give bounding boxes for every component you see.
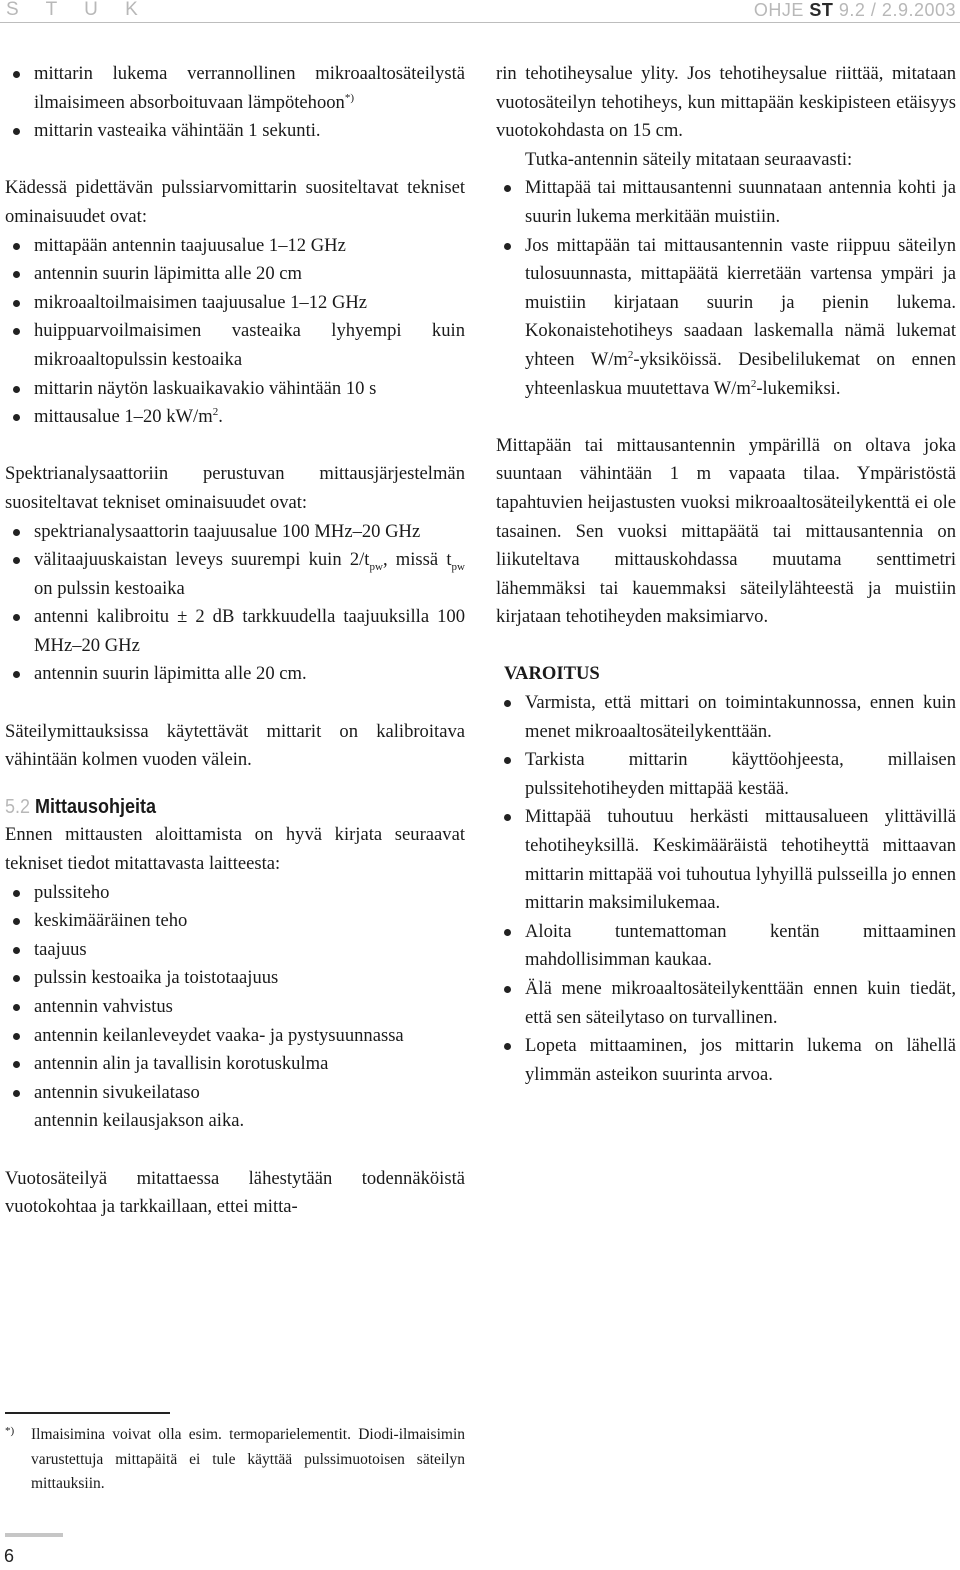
bullet-icon <box>13 890 20 897</box>
bullet-icon <box>504 986 511 993</box>
list-item <box>496 689 956 746</box>
warning-heading: VAROITUS <box>504 663 600 685</box>
list-item-text: antennin suurin läpimitta alle 20 cm <box>34 263 302 285</box>
list-item-text-end: . <box>218 406 223 428</box>
list-item <box>5 260 465 289</box>
list-item-text: keskimääräinen teho <box>34 910 188 932</box>
subscript: pw <box>369 561 383 574</box>
list-item <box>496 746 956 803</box>
superscript: 2 <box>750 377 757 390</box>
section-title: Mittausohjeita <box>35 795 157 818</box>
list-item-text: pulssiteho <box>34 881 110 903</box>
footnote-rule <box>5 1412 170 1414</box>
page-number-rule <box>5 1533 63 1537</box>
list-item-text: mittarin näytön laskuaikavakio vähintään 10 s <box>34 377 377 399</box>
header-publisher: S T U K <box>6 0 149 20</box>
list-item-text: Älä mene mikroaaltosäteilykenttään ennen kuin tiedät, että sen säteilytaso on turvallinen. <box>525 978 956 1028</box>
list-item <box>5 1079 465 1108</box>
header-guide-series: ST <box>809 0 834 20</box>
bullet-icon <box>504 929 511 936</box>
list-item <box>496 174 956 231</box>
list-item <box>5 603 465 660</box>
spectrum-analyzer-list <box>5 518 465 690</box>
list-item <box>5 403 465 432</box>
list-item-text: Varmista, että mittari on toimintakunnossa, ennen kuin menet mikroaaltosäteilykenttään. <box>525 692 956 742</box>
bullet-icon <box>13 300 20 307</box>
list-item <box>5 289 465 318</box>
list-item-text: mittarin vasteaika vähintään 1 sekunti. <box>34 120 321 142</box>
bullet-icon <box>13 1004 20 1011</box>
paragraph: Spektrianalysaattoriin perustuvan mittausjärjestelmän suositeltavat tekniset ominaisuudet ovat: <box>5 463 465 513</box>
list-item-text: mittausalue 1–20 kW/m <box>34 406 213 428</box>
list-item <box>5 964 465 993</box>
footnote-mark: *) <box>5 1425 15 1437</box>
bullet-icon <box>13 243 20 250</box>
bullet-icon <box>504 185 511 192</box>
list-item <box>5 879 465 908</box>
bullet-icon <box>13 557 20 564</box>
list-item-text: spektrianalysaattorin taajuusalue 100 MHz–20 GHz <box>34 520 421 542</box>
list-item <box>496 232 956 404</box>
list-item-text: antennin vahvistus <box>34 996 173 1017</box>
bullet-icon <box>13 529 20 536</box>
list-item-text: antennin suurin läpimitta alle 20 cm. <box>34 663 307 685</box>
list-item-text: pulssin kestoaika ja toistotaajuus <box>34 967 279 989</box>
bullet-icon <box>13 614 20 621</box>
footnote-ref: *) <box>344 91 355 104</box>
paragraph: Mittapään tai mittausantennin ympärillä on oltava joka suuntaan vähintään 1 m vapaata tilaa. Ympäristöstä tapahtuvien heijastusten vuoksi mikroaaltosäteilykenttä ei ole tasainen. Sen vuoksi mittapäätä tai mittausantennia on liikuteltava mittauskohdassa muutama senttimetri lähemmäksi tai kauemmaksi säteilylähteestä ja muistiin kirjataan tehotiheyden maksimiarvo. <box>496 434 956 628</box>
header-guide-suffix: 9.2 / 2.9.2003 <box>833 0 956 20</box>
list-item <box>5 375 465 404</box>
footnote <box>5 1423 465 1497</box>
paragraph: Kädessä pidettävän pulssiarvomittarin suositeltavat tekniset ominaisuudet ovat: <box>5 177 465 227</box>
list-item-text: Mittapää tuhoutuu herkästi mittausalueen ylittävillä tehotiheyksillä. Keskimääräistä tehotiheyttä mittaavan mittarin mittapää voi tuhoutua lyhyillä pulsseilla jo ennen mittarin maksimilukemaa. <box>525 806 956 914</box>
list-item-text: taajuus <box>34 938 87 960</box>
paragraph: Vuotosäteilyä mitattaessa lähestytään todennäköistä vuotokohtaa ja tarkkaillaan, ettei mitta- <box>5 1167 465 1218</box>
bullet-icon <box>13 671 20 678</box>
list-item <box>496 975 956 1032</box>
list-item-text: huippuarvoilmaisimen vasteaika lyhyempi kuin mikroaaltopulssin kestoaika <box>34 320 465 370</box>
list-continuation: antennin keilausjakson aika. <box>34 1110 245 1132</box>
bullet-icon <box>13 386 20 393</box>
bullet-icon <box>13 975 20 982</box>
list-item <box>496 918 956 975</box>
list-item-text: antennin keilanleveydet vaaka- ja pystysuunnassa <box>34 1024 404 1046</box>
bullet-icon <box>13 1061 20 1068</box>
list-item-text: on pulssin kestoaika <box>34 577 185 599</box>
list-item-text: antennin alin ja tavallisin korotuskulma <box>34 1053 329 1075</box>
bullet-icon <box>504 757 511 764</box>
page-number: 6 <box>4 1546 15 1566</box>
meter-properties-list <box>5 60 465 146</box>
list-item <box>496 803 956 917</box>
list-item-text: mikroaaltoilmaisimen taajuusalue 1–12 GHz <box>34 291 368 313</box>
list-item-text: Jos mittapään tai mittausantennin vaste riippuu säteilyn tulosuunnasta, mittapäätä kierretään vartensa ympäri ja muistiin kirjataan suurin ja pienin lukema. Kokonaistehotiheys saadaan laskemalla nämä lukemat yhteen W/m <box>525 234 956 370</box>
bullet-icon <box>504 1043 511 1050</box>
list-item-text: mittapään antennin taajuusalue 1–12 GHz <box>34 234 346 256</box>
list-item <box>496 1032 956 1089</box>
pulse-meter-list <box>5 232 465 432</box>
bullet-icon <box>504 700 511 707</box>
subscript: pw <box>451 561 465 574</box>
bullet-icon <box>13 328 20 335</box>
list-item <box>5 936 465 965</box>
list-item-text: antennin sivukeilataso <box>34 1081 200 1103</box>
warning-list <box>496 689 956 1089</box>
list-item-text: mittarin lukema verrannollinen mikroaaltosäteilystä ilmaisimeen absorboituvaan lämpötehoon <box>34 63 465 113</box>
list-item <box>5 1050 465 1079</box>
list-item-text: Mittapää tai mittausantenni suunnataan antennia kohti ja suurin lukema merkitään muistiin. <box>525 177 956 227</box>
left-column <box>5 60 465 1222</box>
section-number: 5.2 <box>5 795 31 818</box>
paragraph: Tutka-antennin säteily mitataan seuraavasti: <box>525 148 853 170</box>
list-item <box>5 993 465 1022</box>
bullet-icon <box>504 814 511 821</box>
list-item <box>5 518 465 547</box>
list-item <box>5 117 465 146</box>
list-item <box>5 546 465 603</box>
list-item <box>5 907 465 936</box>
list-item <box>5 317 465 374</box>
bullet-icon <box>13 947 20 954</box>
paragraph: Säteilymittauksissa käytettävät mittarit on kalibroitava vähintään kolmen vuoden välein. <box>5 720 465 771</box>
bullet-icon <box>13 1033 20 1040</box>
header-guide-id <box>754 0 956 21</box>
list-item-text: -lukemiksi. <box>756 377 841 399</box>
paragraph: Ennen mittausten aloittamista on hyvä kirjata seuraavat tekniset tiedot mitattavasta laitteesta: <box>5 824 465 875</box>
list-item-text: Tarkista mittarin käyttöohjeesta, millaisen pulssitehotiheyden mittapää kestää. <box>525 749 956 799</box>
list-item <box>5 660 465 689</box>
bullet-icon <box>13 414 20 421</box>
list-item-text: -yksiköissä. Desibelilukemat on ennen yhteenlaskua muutettava W/m <box>525 348 956 399</box>
header-guide-prefix: OHJE <box>753 0 810 20</box>
right-column <box>496 60 956 1089</box>
list-item-text: , missä t <box>382 549 452 571</box>
paragraph: rin tehotiheysalue ylity. Jos tehotiheysalue riittää, mitataan vuotosäteilyn tehotiheys, kun mittapään keskipisteen etäisyys vuotokohdasta on 15 cm. <box>496 63 956 142</box>
list-item <box>5 60 465 117</box>
bullet-icon <box>504 243 511 250</box>
superscript: 2 <box>627 348 634 361</box>
list-item <box>5 232 465 261</box>
section-heading <box>5 793 419 822</box>
bullet-icon <box>13 128 20 135</box>
list-item-text: antenni kalibroitu ± 2 dB tarkkuudella taajuuksilla 100 MHz–20 GHz <box>34 606 465 656</box>
footnote-text: Ilmaisimina voivat olla esim. termoparielementit. Diodi-ilmaisimin varustettuja mittapäitä ei tule käyttää pulssimuotoisen säteilyn mittauksiin. <box>31 1426 465 1492</box>
bullet-icon <box>13 1090 20 1097</box>
superscript: 2 <box>212 406 219 419</box>
bullet-icon <box>13 271 20 278</box>
device-info-list <box>5 879 465 1108</box>
list-item <box>5 1022 465 1051</box>
bullet-icon <box>13 918 20 925</box>
radar-measurement-list <box>496 174 956 403</box>
list-item-text: Aloita tuntemattoman kentän mittaaminen mahdollisimman kaukaa. <box>525 920 956 971</box>
header-rule <box>0 22 960 23</box>
list-item-text: Lopeta mittaaminen, jos mittarin lukema on lähellä ylimmän asteikon suurinta arvoa. <box>525 1035 956 1085</box>
list-item-text: välitaajuuskaistan leveys suurempi kuin 2/t <box>34 549 370 571</box>
bullet-icon <box>13 71 20 78</box>
